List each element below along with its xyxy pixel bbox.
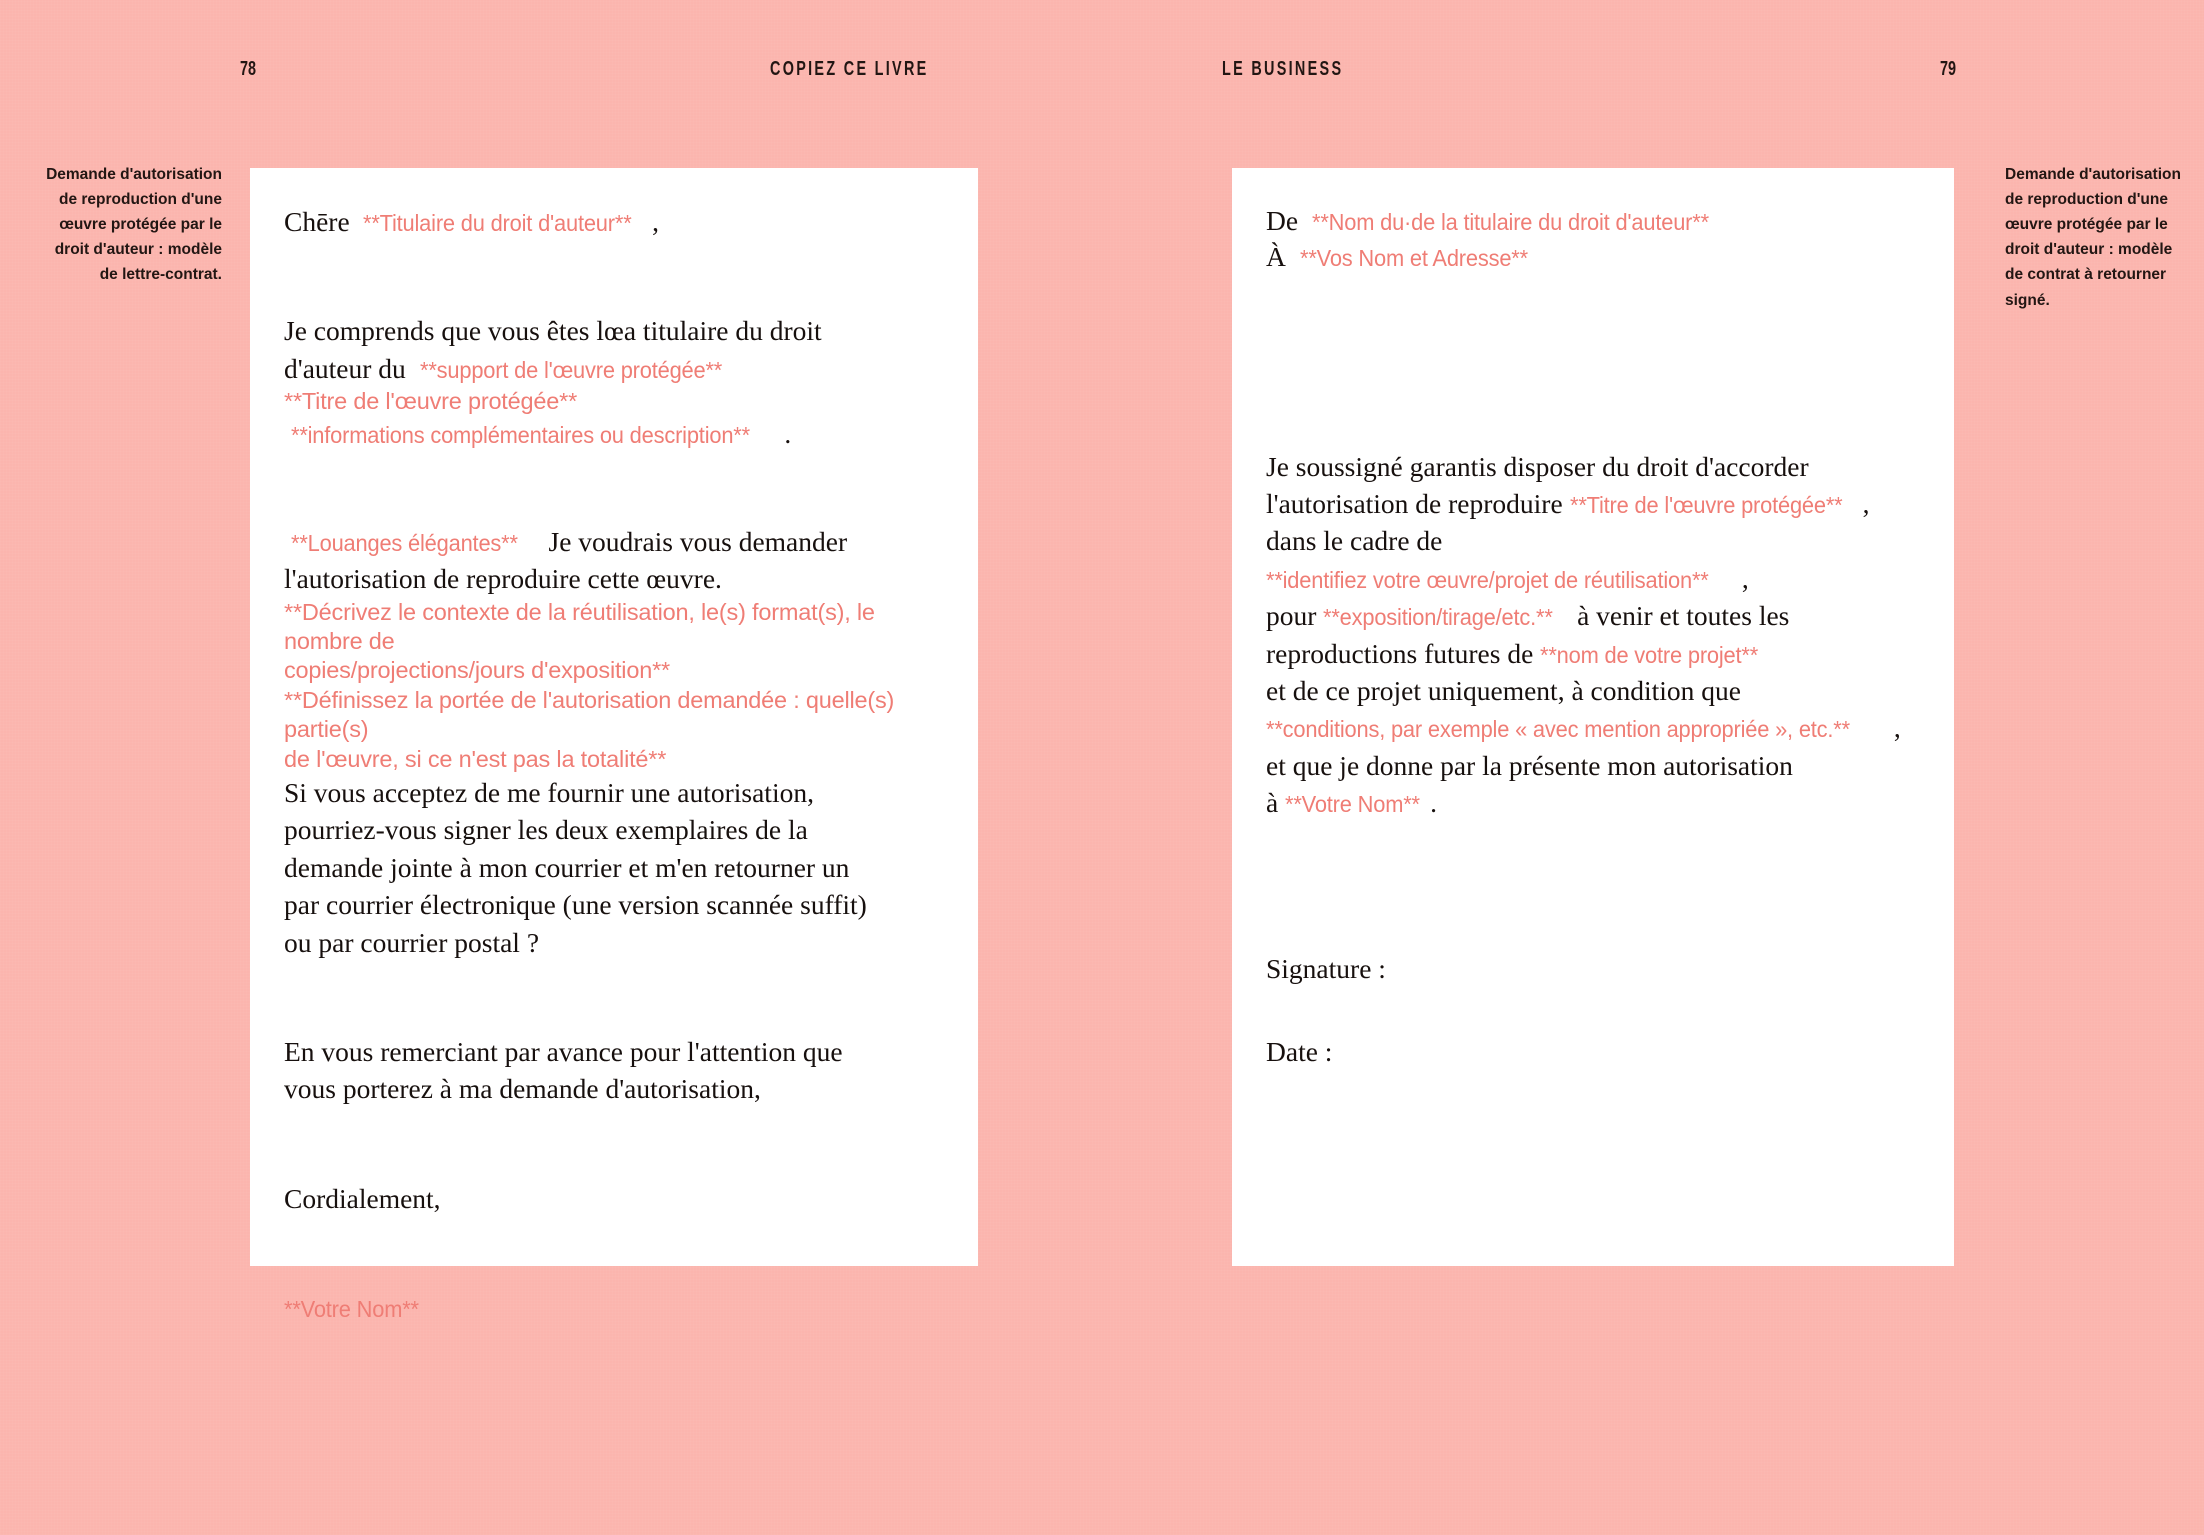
right-body-line5 [1266,635,1916,672]
letter-sheet-left [250,168,978,1323]
right-body-line9-placeholder: **Votre Nom** [1285,791,1420,818]
right-body-line5-placeholder: **nom de votre projet** [1540,641,1759,668]
signature-block [1266,950,1916,1071]
para2-line1-text: Je voudrais vous demander [548,525,848,557]
right-body-line4-placeholder: **exposition/tirage/etc.** [1323,604,1553,631]
margin-note-right: Demande d'autorisation de reproduction d'une œuvre protégée par le droit d'auteur : modèle de contrat à retourner signé. [2005,166,2181,309]
blank-line [284,487,940,523]
salutation-line [284,203,940,240]
para2-placeholder-definissez-2: de l'œuvre, si ce n'est pas la totalité** [284,745,667,772]
para3-line1: Si vous acceptez de me fournir une autorisation, [284,776,814,808]
blank-line [284,1253,940,1289]
blank-line [284,1108,940,1144]
right-body-line3 [1266,522,1916,597]
running-head [0,58,2204,86]
signature-label: Signature : [1266,952,1386,984]
right-body-line7 [1266,709,1916,746]
letter-body-left [284,203,940,1326]
para2-line1 [284,523,940,560]
signature-placeholder-line [284,1289,940,1326]
date-label: Date : [1266,1035,1333,1067]
right-body-line3-comma: , [1741,562,1749,594]
right-body-line9 [1266,784,1916,821]
running-title-left: COPIEZ CE LIVRE [770,58,929,80]
para1-placeholder-titre: **Titre de l'œuvre protégée** [284,388,578,415]
right-body-line7-placeholder: **conditions, par exemple « avec mention appropriée », etc.** [1266,716,1850,743]
from-line [1266,203,1916,239]
para1-period: . [784,417,792,449]
para2-placeholder-decrivez-1: **Décrivez le contexte de la réutilisation, le(s) format(s), le nombre de [284,598,875,655]
salutation-comma: , [652,206,660,237]
para2-placeholder-louanges: **Louanges élégantes** [290,529,518,556]
right-body-line2-text: l'autorisation de reproduire [1266,487,1563,519]
blank-line [284,240,940,276]
right-body-line1: Je soussigné garantis disposer du droit d'accorder [1266,450,1809,482]
para1-line2-placeholder: **support de l'œuvre protégée** [419,356,722,383]
closing-line: Cordialement, [284,1182,441,1214]
blank-line [284,961,940,997]
to-label: À [1266,241,1286,273]
blank-line [284,451,940,487]
right-body-line7-comma: , [1893,712,1901,744]
right-body-line9-period: . [1430,787,1437,819]
para3-line3: demande jointe à mon courrier et m'en retourner un [284,851,850,883]
para3-line5: ou par courrier postal ? [284,926,540,958]
right-body-line3-text: dans le cadre de [1266,525,1443,557]
salutation-placeholder: **Titulaire du droit d'auteur** [363,210,632,236]
para1-placeholder-infos: **informations complémentaires ou description** [290,421,750,448]
para3-line4: par courrier électronique (une version scannée suffit) [284,889,867,921]
letter-body-right [1266,203,1916,1070]
right-body-line6: et de ce projet uniquement, à condition que [1266,674,1741,706]
running-title-right: LE BUSINESS [1222,58,1344,80]
to-placeholder: **Vos Nom et Adresse** [1299,245,1528,272]
right-body-line4-tail: à venir et toutes les [1577,600,1790,632]
blank-line [284,1144,940,1180]
para4-line1: En vous remerciant par avance pour l'attention que [284,1035,843,1067]
right-body-line8: et que je donne par la présente mon autorisation [1266,749,1793,781]
right-body-line5-text: reproductions futures de [1266,637,1534,669]
folio-left-78: 78 [240,58,257,80]
from-placeholder: **Nom du·de la titulaire du droit d'auteur** [1311,209,1709,235]
right-body-line9-text: à [1266,787,1279,819]
blank-space [1266,276,1916,448]
from-label: De [1266,205,1299,236]
para2-line2: l'autorisation de reproduire cette œuvre. [284,563,722,595]
para3-line2: pourriez-vous signer les deux exemplaires de la [284,814,808,846]
para1-line2 [284,350,940,387]
para4-line2: vous porterez à ma demande d'autorisation, [284,1073,761,1105]
para2-placeholder-definissez-1: **Définissez la portée de l'autorisation demandée : quelle(s) partie(s) [284,686,895,743]
to-line [1266,239,1916,275]
salutation-word: Chēre [284,206,350,237]
para1-placeholder-infos-line [284,417,940,451]
right-body-line4 [1266,597,1916,634]
para2-placeholder-decrivez-2: copies/projections/jours d'exposition** [284,657,670,684]
margin-note-left: Demande d'autorisation de reproduction d'une œuvre protégée par le droit d'auteur : modèle de lettre-contrat. [46,166,222,284]
right-body-line2 [1266,485,1916,522]
blank-line [284,1217,940,1253]
blank-line [284,276,940,312]
right-body-line4-text: pour [1266,600,1317,632]
right-body-line2-comma: , [1862,487,1870,519]
right-body-line3-placeholder: **identifiez votre œuvre/projet de réutilisation** [1266,566,1709,593]
signature-placeholder: **Votre Nom** [284,1296,419,1323]
para1-line1: Je comprends que vous êtes lœa titulaire du droit [284,315,822,347]
blank-line [284,997,940,1033]
folio-right-79: 79 [1940,58,1957,80]
right-body-line2-placeholder: **Titre de l'œuvre protégée** [1569,491,1843,518]
letter-sheet-right [1232,168,1954,1266]
para1-line2-text: d'auteur du [284,352,406,384]
blank-line [1266,987,1916,1033]
